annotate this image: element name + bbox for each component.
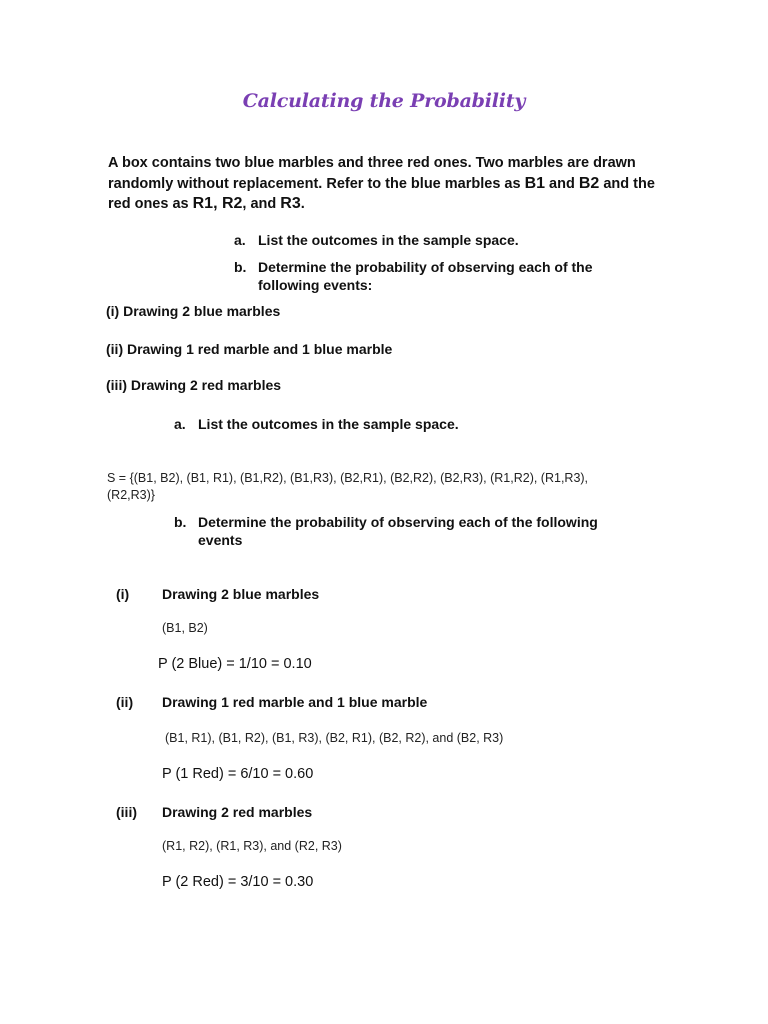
page-title: Calculating the Probability bbox=[242, 90, 526, 112]
label-r3: R3 bbox=[280, 195, 301, 212]
solution-i-numeral: (i) bbox=[116, 586, 130, 602]
solution-iii-probability: P (2 Red) = 3/10 = 0.30 bbox=[162, 874, 314, 890]
answer-b-label: b. bbox=[174, 514, 187, 530]
answer-b-heading bbox=[174, 513, 644, 553]
intro-period: . bbox=[300, 196, 305, 212]
solution-iii-outcomes: (R1, R2), (R1, R3), and (R2, R3) bbox=[162, 839, 342, 853]
solution-ii-title: Drawing 1 red marble and 1 blue marble bbox=[162, 694, 428, 710]
answer-a-text: List the outcomes in the sample space. bbox=[198, 416, 459, 432]
event-iii: (iii) Drawing 2 red marbles bbox=[106, 377, 282, 393]
intro-comma: , bbox=[213, 195, 222, 212]
intro-text-1: A box contains two blue marbles and three red ones. Two marbles are drawn randomly without replacement. Refer to the blue marbles as bbox=[108, 155, 636, 192]
label-r2: R2 bbox=[221, 195, 243, 212]
event-ii: (ii) Drawing 1 red marble and 1 blue marble bbox=[106, 341, 393, 357]
question-a-label: a. bbox=[234, 232, 246, 248]
solution-ii-outcomes: (B1, R1), (B1, R2), (B1, R3), (B2, R1), (B2, R2), and (B2, R3) bbox=[165, 731, 504, 745]
answer-a-label: a. bbox=[174, 416, 186, 432]
solution-i-title: Drawing 2 blue marbles bbox=[162, 586, 320, 602]
sample-space: S = {(B1, B2), (B1, R1), (B1,R2), (B1,R3), (B2,R1), (B2,R2), (B2,R3), (R1,R2), (R1,R3), (R2,R3)} bbox=[107, 471, 589, 502]
solution-i-probability: P (2 Blue) = 1/10 = 0.10 bbox=[158, 656, 312, 672]
solution-i-outcomes: (B1, B2) bbox=[162, 621, 208, 635]
intro-and-1: and bbox=[545, 175, 579, 192]
solution-ii-numeral: (ii) bbox=[116, 694, 134, 710]
question-a-text: List the outcomes in the sample space. bbox=[258, 232, 519, 248]
solution-iii-title: Drawing 2 red marbles bbox=[162, 804, 313, 820]
intro-and-2: , and bbox=[242, 196, 281, 212]
question-b-text: Determine the probability of observing each of the following events: bbox=[258, 259, 593, 293]
label-r1: R1 bbox=[192, 195, 214, 212]
problem-statement bbox=[108, 153, 668, 215]
question-b bbox=[234, 258, 634, 298]
intro-text-2: and the red ones as bbox=[108, 175, 655, 212]
solution-iii-numeral: (iii) bbox=[116, 804, 137, 820]
event-i: (i) Drawing 2 blue marbles bbox=[106, 303, 281, 319]
answer-a-heading bbox=[174, 415, 594, 435]
label-b1: B1 bbox=[524, 174, 546, 192]
answer-b-text: Determine the probability of observing each of the following events bbox=[198, 514, 598, 548]
question-b-label: b. bbox=[234, 259, 247, 275]
solution-ii-probability: P (1 Red) = 6/10 = 0.60 bbox=[162, 766, 314, 782]
question-a bbox=[234, 231, 634, 251]
label-b2: B2 bbox=[578, 174, 600, 192]
